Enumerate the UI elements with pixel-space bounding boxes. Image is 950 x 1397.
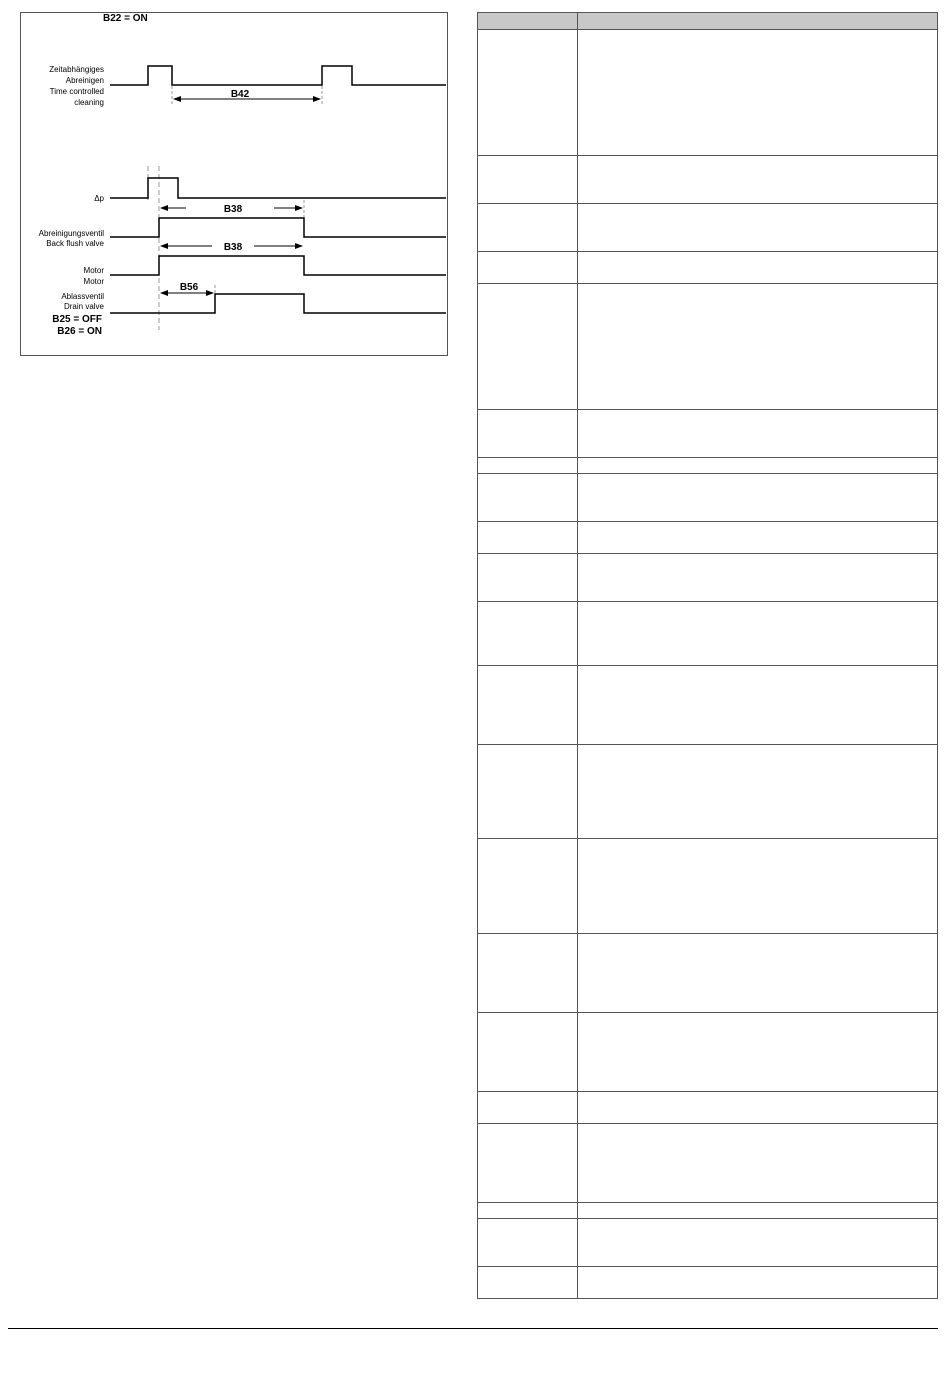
table-cell xyxy=(478,30,578,156)
table-cell xyxy=(578,839,938,934)
table-header-cell xyxy=(478,13,578,30)
table-cell xyxy=(578,602,938,666)
table-row xyxy=(478,666,938,745)
backflush-signal xyxy=(110,218,446,237)
drain-en: Drain valve xyxy=(63,302,104,311)
table-cell xyxy=(578,1124,938,1203)
table-cell xyxy=(578,1013,938,1092)
table-cell xyxy=(578,666,938,745)
footer-divider xyxy=(8,1328,938,1329)
table-cell xyxy=(578,1267,938,1299)
table-cell xyxy=(578,1092,938,1124)
time-cleaning-de-2: Abreinigen xyxy=(65,76,104,85)
table-row xyxy=(478,458,938,474)
table-cell xyxy=(478,522,578,554)
table-cell xyxy=(578,30,938,156)
parameter-table xyxy=(477,12,938,1299)
drain-de: Ablassventil xyxy=(61,292,104,301)
table-row xyxy=(478,934,938,1013)
table-row xyxy=(478,745,938,839)
table-cell xyxy=(578,1203,938,1219)
table-cell xyxy=(478,1124,578,1203)
table-cell xyxy=(578,934,938,1013)
dp-label: Δp xyxy=(94,194,104,203)
table-cell xyxy=(578,458,938,474)
table-cell xyxy=(478,156,578,204)
table-row xyxy=(478,156,938,204)
table-cell xyxy=(478,745,578,839)
table-cell xyxy=(478,1267,578,1299)
table-cell xyxy=(478,458,578,474)
table-cell xyxy=(478,934,578,1013)
table-cell xyxy=(578,1219,938,1267)
table-row xyxy=(478,1092,938,1124)
table-cell xyxy=(478,602,578,666)
table-row xyxy=(478,1219,938,1267)
b25-label: B25 = OFF xyxy=(52,314,102,325)
b38-label-1: B38 xyxy=(223,204,243,215)
time-cleaning-en-2: cleaning xyxy=(74,98,104,107)
table-row xyxy=(478,602,938,666)
table-cell xyxy=(478,1092,578,1124)
b56-label: B56 xyxy=(179,282,199,293)
table-row xyxy=(478,1267,938,1299)
table-header-cell xyxy=(578,13,938,30)
b38-label-2: B38 xyxy=(223,242,243,253)
b42-label: B42 xyxy=(230,89,250,100)
motor-de: Motor xyxy=(83,266,104,275)
table-row xyxy=(478,554,938,602)
table-cell xyxy=(578,522,938,554)
table-cell xyxy=(578,474,938,522)
table-cell xyxy=(478,554,578,602)
table-cell xyxy=(578,745,938,839)
table-cell xyxy=(578,156,938,204)
b26-label: B26 = ON xyxy=(57,326,102,337)
table-cell xyxy=(478,410,578,458)
table-row xyxy=(478,1203,938,1219)
b22-label: B22 = ON xyxy=(103,13,148,24)
time-cleaning-en-1: Time controlled xyxy=(49,87,104,96)
table-cell xyxy=(478,666,578,745)
timing-diagram xyxy=(0,0,460,360)
table-cell xyxy=(478,1203,578,1219)
table-row xyxy=(478,410,938,458)
table-cell xyxy=(478,252,578,284)
table-row xyxy=(478,204,938,252)
table-cell xyxy=(578,252,938,284)
table-cell xyxy=(578,554,938,602)
dp-signal xyxy=(110,178,446,198)
time-cleaning-de-1: Zeitabhängiges xyxy=(49,65,104,74)
table-cell xyxy=(578,204,938,252)
table-row xyxy=(478,1124,938,1203)
table-row xyxy=(478,522,938,554)
table-row xyxy=(478,30,938,156)
drain-signal xyxy=(110,294,446,313)
time-cleaning-signal xyxy=(110,66,446,85)
table-row xyxy=(478,252,938,284)
table-cell xyxy=(478,1013,578,1092)
table-header-row xyxy=(478,13,938,30)
table-cell xyxy=(478,474,578,522)
table-cell xyxy=(578,410,938,458)
motor-signal xyxy=(110,256,446,275)
table-cell xyxy=(478,839,578,934)
backflush-de: Abreinigungsventil xyxy=(38,229,104,238)
motor-en: Motor xyxy=(83,277,104,286)
table-cell xyxy=(578,284,938,410)
table-row xyxy=(478,474,938,522)
backflush-en: Back flush valve xyxy=(46,239,104,248)
table-row xyxy=(478,284,938,410)
table-cell xyxy=(478,1219,578,1267)
table-row xyxy=(478,839,938,934)
table-row xyxy=(478,1013,938,1092)
table-cell xyxy=(478,204,578,252)
table-cell xyxy=(478,284,578,410)
